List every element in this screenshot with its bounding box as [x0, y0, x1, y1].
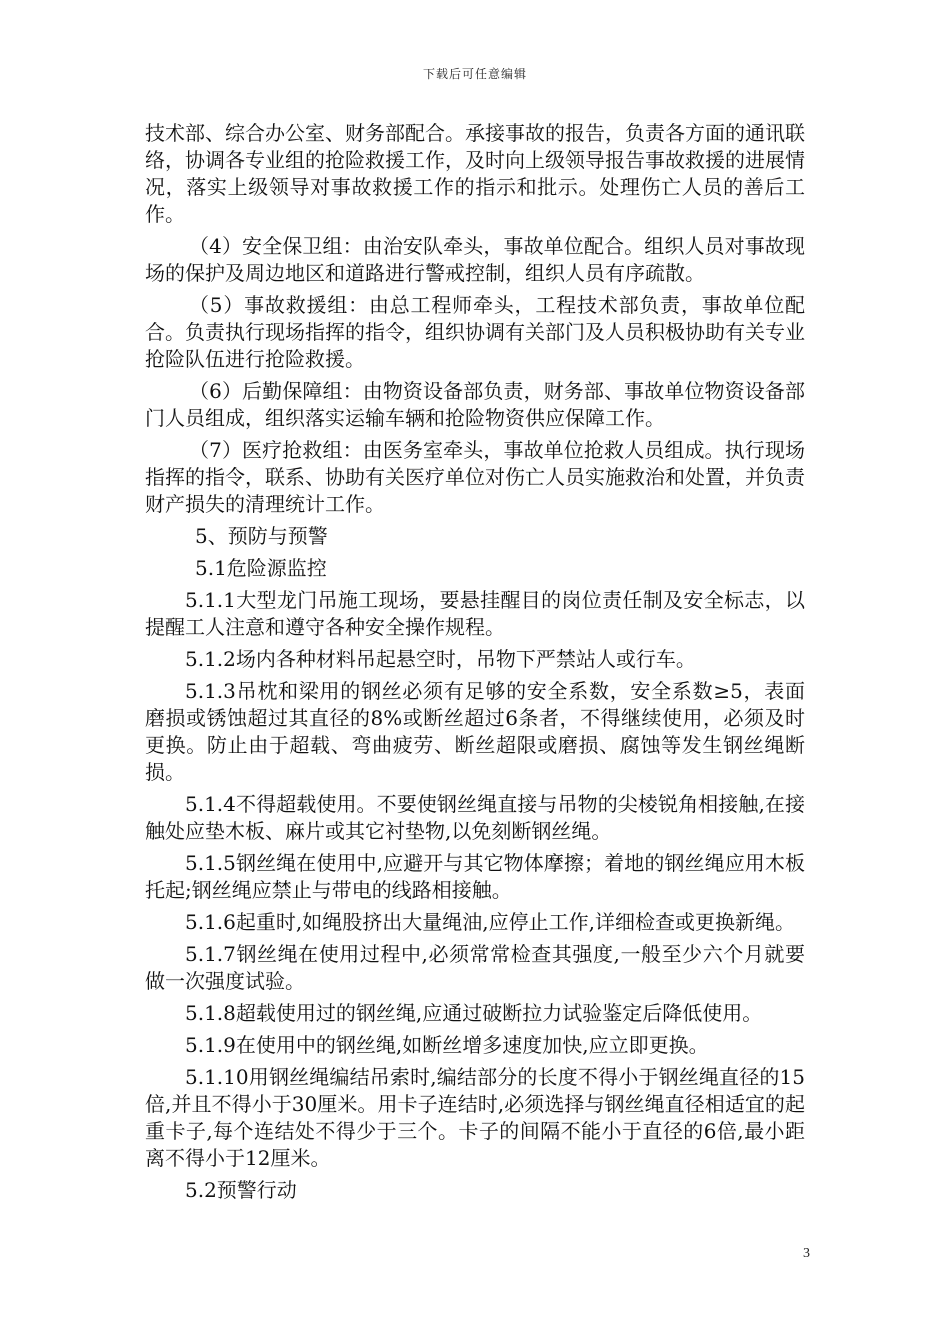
paragraph-5-1-3: 5.1.3吊枕和梁用的钢丝必须有足够的安全系数，安全系数≥5，表面磨损或锈蚀超过其直径的8%或断丝超过6条者，不得继续使用，必须及时更换。防止由于超载、弯曲疲劳、断丝超限或磨损、腐蚀等发生钢丝绳断损。 — [145, 679, 805, 784]
paragraph-5-1-4: 5.1.4不得超载使用。不要使钢丝绳直接与吊物的尖棱锐角相接触,在接触处应垫木板、麻片或其它衬垫物,以免刻断钢丝绳。 — [145, 792, 805, 843]
paragraph-5-1-5: 5.1.5钢丝绳在使用中,应避开与其它物体摩擦；着地的钢丝绳应用木板托起;钢丝绳应禁止与带电的线路相接触。 — [145, 851, 805, 902]
paragraph-5-1-8: 5.1.8超载使用过的钢丝绳,应通过破断拉力试验鉴定后降低使用。 — [185, 1001, 763, 1025]
subsection-heading-warning-action: 5.2预警行动 — [185, 1178, 297, 1202]
paragraph-5-1-10: 5.1.10用钢丝绳编结吊索时,编结部分的长度不得小于钢丝绳直径的15倍,并且不得小于30厘米。用卡子连结时,必须选择与钢丝绳直径相适宜的起重卡子,每个连结处不得少于三个。卡子的间隔不能小于直径的6倍,最小距离不得小于12厘米。 — [145, 1065, 805, 1170]
paragraph-5-1-7: 5.1.7钢丝绳在使用过程中,必须常常检查其强度,一般至少六个月就要做一次强度试验。 — [145, 942, 805, 993]
paragraph-5-1-1: 5.1.1大型龙门吊施工现场，要悬挂醒目的岗位责任制及安全标志，以提醒工人注意和遵守各种安全操作规程。 — [145, 588, 805, 639]
subsection-heading-hazard-monitoring: 5.1危险源监控 — [195, 556, 327, 580]
document-body — [145, 120, 805, 1209]
paragraph-1: 技术部、综合办公室、财务部配合。承接事故的报告，负责各方面的通讯联络，协调各专业组的抢险救援工作，及时向上级领导报告事故救援的进展情况，落实上级领导对事故救援工作的指示和批示。处理伤亡人员的善后工作。 — [145, 121, 805, 226]
paragraph-security-group: （4）安全保卫组：由治安队牵头，事故单位配合。组织人员对事故现场的保护及周边地区和道路进行警戒控制，组织人员有序疏散。 — [145, 234, 805, 285]
page-number: 3 — [803, 1246, 810, 1261]
paragraph-5-1-6: 5.1.6起重时,如绳股挤出大量绳油,应停止工作,详细检查或更换新绳。 — [185, 910, 795, 934]
paragraph-rescue-group: （5）事故救援组：由总工程师牵头，工程技术部负责，事故单位配合。负责执行现场指挥的指令，组织协调有关部门及人员积极协助有关专业抢险队伍进行抢险救援。 — [145, 293, 805, 371]
paragraph-5-1-9: 5.1.9在使用中的钢丝绳,如断丝增多速度加快,应立即更换。 — [185, 1033, 709, 1057]
page-header: 下载后可任意编辑 — [422, 67, 527, 81]
section-heading-prevention: 5、预防与预警 — [195, 524, 328, 548]
paragraph-logistics-group: （6）后勤保障组：由物资设备部负责，财务部、事故单位物资设备部门人员组成，组织落实运输车辆和抢险物资供应保障工作。 — [145, 379, 805, 430]
paragraph-5-1-2: 5.1.2场内各种材料吊起悬空时，吊物下严禁站人或行车。 — [185, 647, 696, 671]
paragraph-medical-group: （7）医疗抢救组：由医务室牵头，事故单位抢救人员组成。执行现场指挥的指令，联系、协助有关医疗单位对伤亡人员实施救治和处置，并负责财产损失的清理统计工作。 — [145, 438, 805, 516]
